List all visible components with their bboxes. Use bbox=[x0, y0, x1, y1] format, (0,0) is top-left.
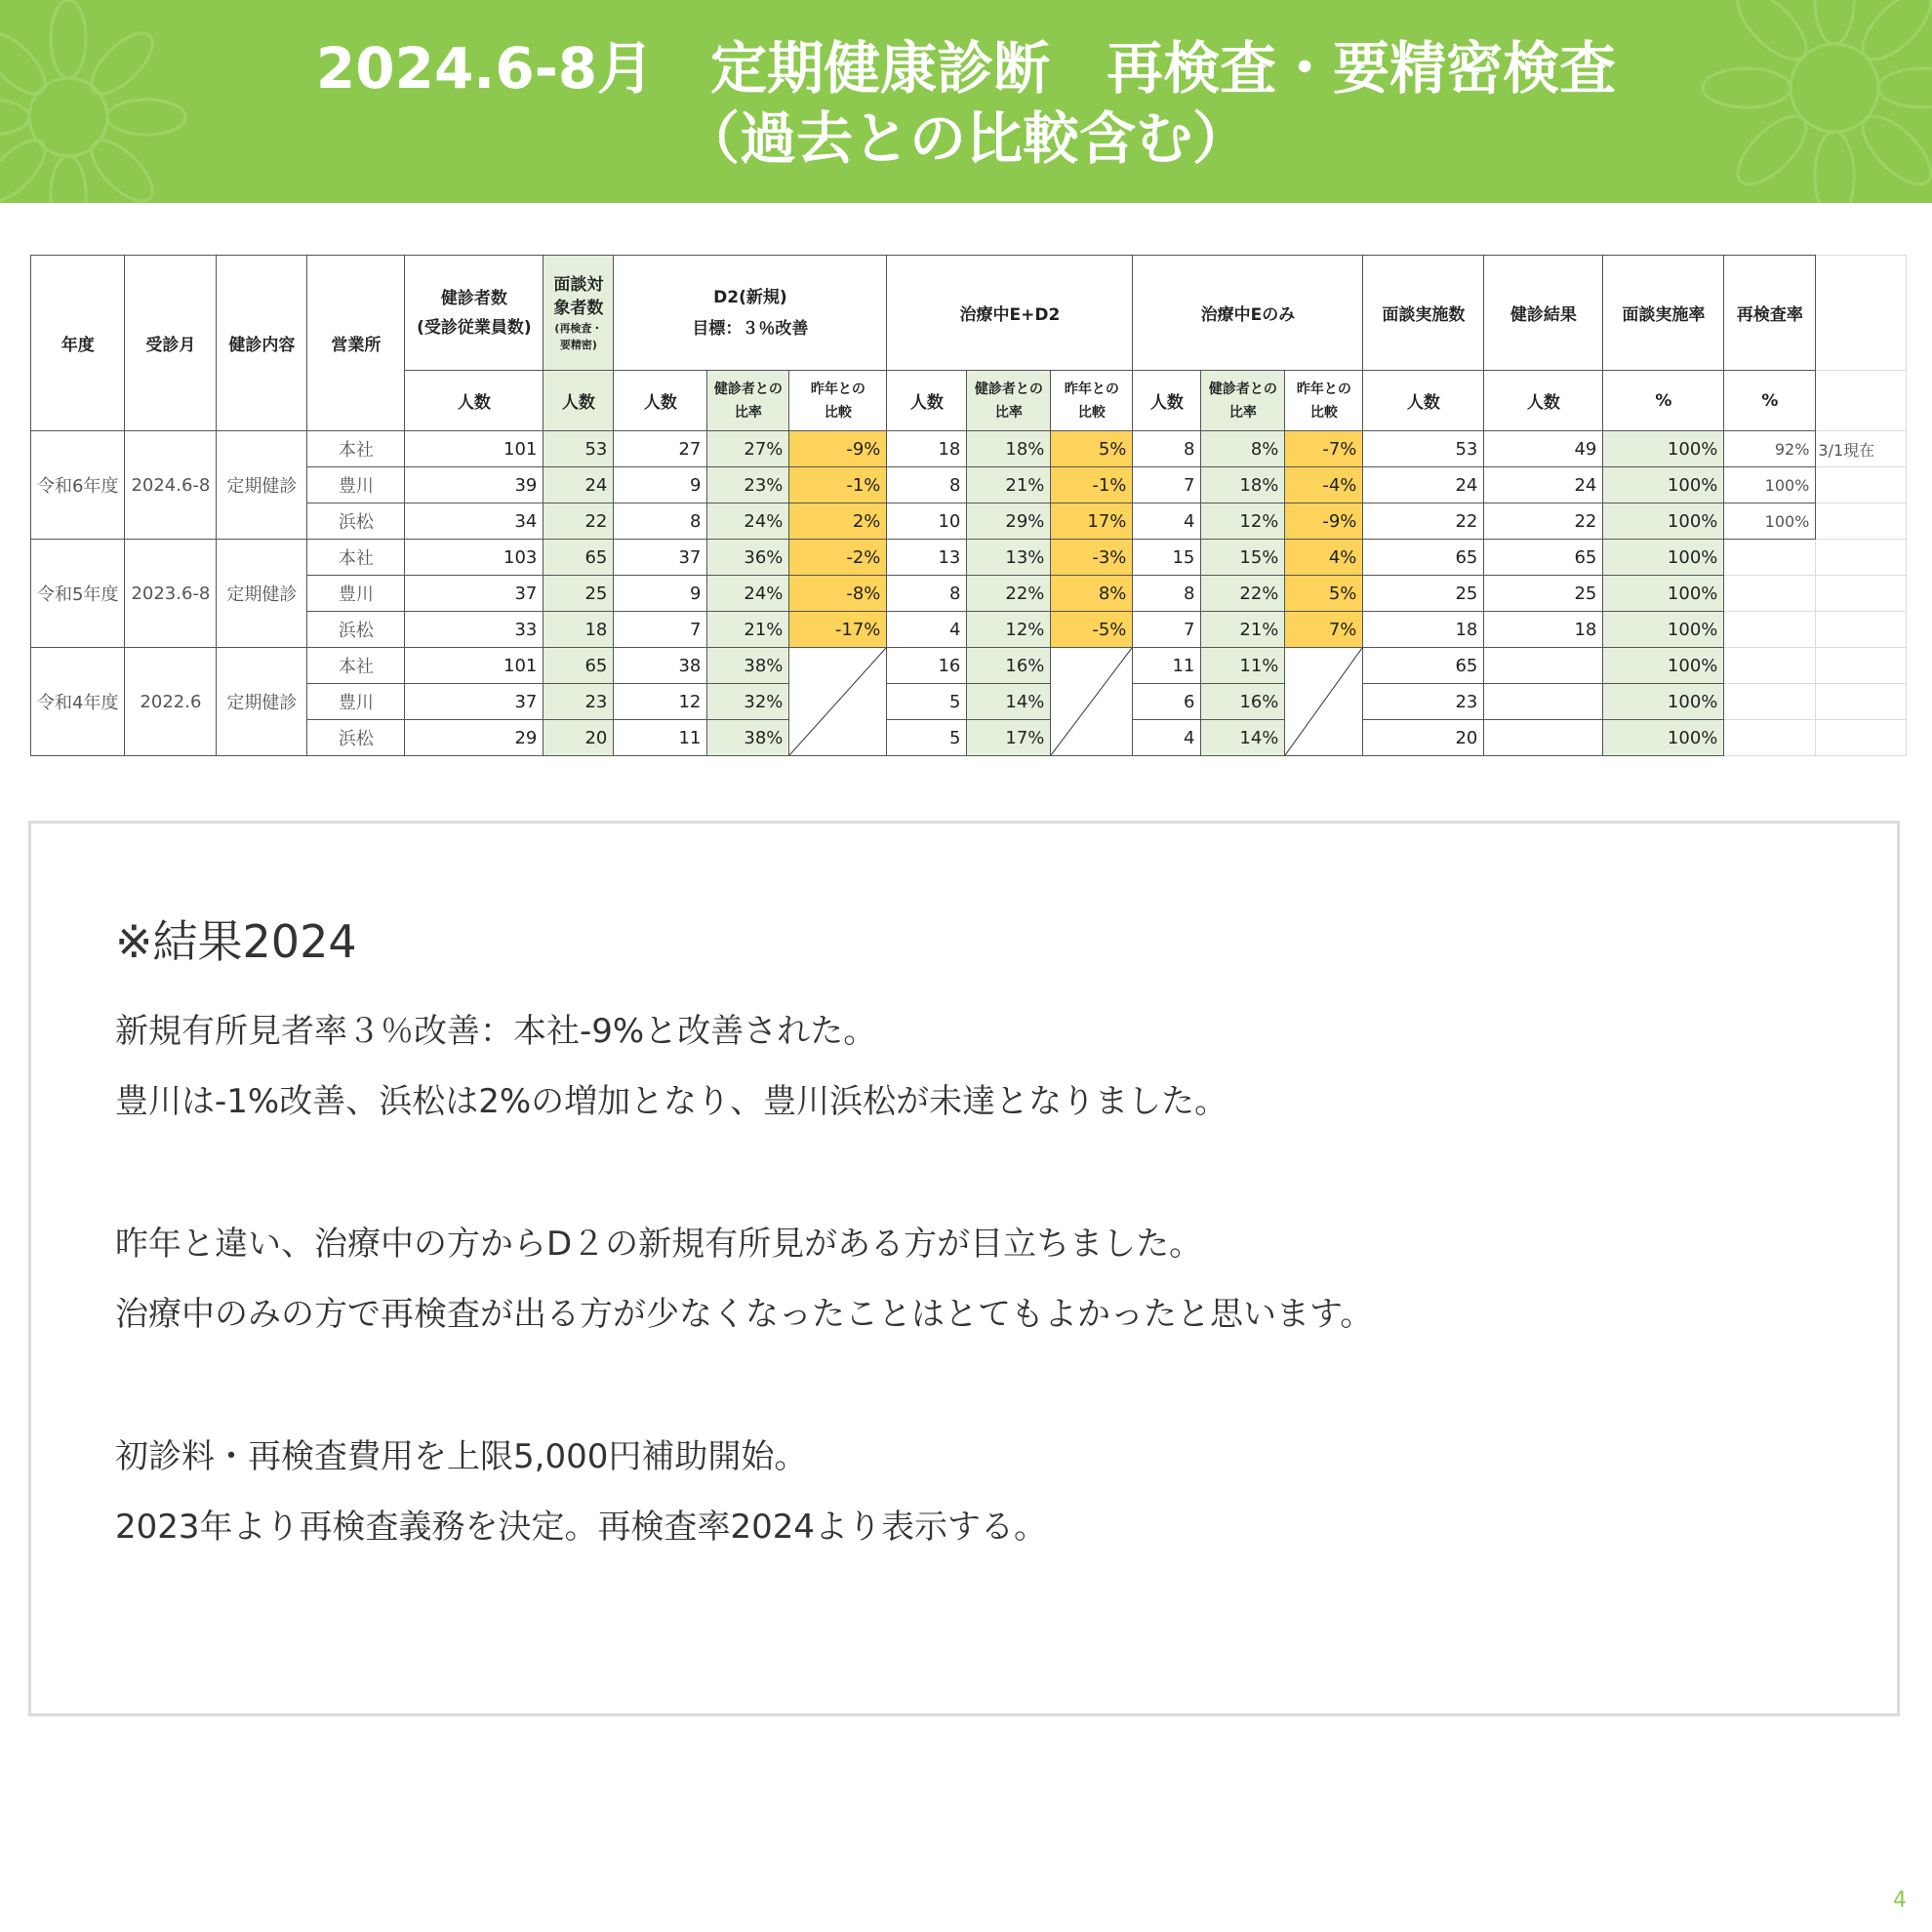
ed2-cell: 8 bbox=[887, 576, 967, 612]
table-row bbox=[31, 720, 1907, 756]
office-cell: 浜松 bbox=[307, 720, 405, 756]
examinees-cell: 34 bbox=[405, 503, 543, 540]
d2-yoy-cell: 2% bbox=[789, 503, 887, 540]
result-cell: 49 bbox=[1484, 431, 1603, 467]
interview-rate-cell: 100% bbox=[1603, 648, 1724, 684]
content-cell: 定期健診 bbox=[217, 540, 307, 648]
d2-cell: 8 bbox=[614, 503, 707, 540]
extra-note-cell bbox=[1816, 576, 1907, 612]
d2-yoy-cell: -17% bbox=[789, 612, 887, 648]
d2-ratio-cell: 32% bbox=[707, 684, 789, 720]
header-year: 年度 bbox=[31, 256, 125, 431]
e-cell: 4 bbox=[1133, 720, 1201, 756]
target-cell: 18 bbox=[543, 612, 614, 648]
e-cell: 8 bbox=[1133, 431, 1201, 467]
d2-yoy-cell: -1% bbox=[789, 467, 887, 503]
note-line: 豊川は-1%改善、浜松は2%の増加となり、豊川浜松が未達となりました。 bbox=[115, 1082, 1228, 1121]
e-cell: 15 bbox=[1133, 540, 1201, 576]
d2-yoy-cell: -2% bbox=[789, 540, 887, 576]
e-cell: 8 bbox=[1133, 576, 1201, 612]
d2-cell: 12 bbox=[614, 684, 707, 720]
sub-ratio: 健診者との 比率 bbox=[707, 371, 789, 431]
header-interview-target bbox=[543, 256, 614, 371]
examinees-cell: 37 bbox=[405, 576, 543, 612]
d2-ratio-cell: 23% bbox=[707, 467, 789, 503]
result-cell: 22 bbox=[1484, 503, 1603, 540]
examinees-cell: 33 bbox=[405, 612, 543, 648]
target-cell: 65 bbox=[543, 540, 614, 576]
d2-cell: 27 bbox=[614, 431, 707, 467]
d2-ratio-cell: 24% bbox=[707, 576, 789, 612]
ed2-cell: 10 bbox=[887, 503, 967, 540]
header-interviews-done: 面談実施数 bbox=[1363, 256, 1484, 371]
note-title: ※結果2024 bbox=[115, 915, 357, 968]
office-cell: 浜松 bbox=[307, 503, 405, 540]
recheck-rate-cell bbox=[1724, 612, 1816, 648]
ed2-cell: 13 bbox=[887, 540, 967, 576]
ed2-cell: 8 bbox=[887, 467, 967, 503]
ed2-yoy-cell: -3% bbox=[1051, 540, 1133, 576]
office-cell: 本社 bbox=[307, 540, 405, 576]
ed2-ratio-cell: 13% bbox=[967, 540, 1051, 576]
ed2-ratio-cell: 21% bbox=[967, 467, 1051, 503]
e-cell: 4 bbox=[1133, 503, 1201, 540]
e-cell: 7 bbox=[1133, 467, 1201, 503]
table-row bbox=[31, 612, 1907, 648]
recheck-rate-cell bbox=[1724, 576, 1816, 612]
ed2-yoy-cell: -1% bbox=[1051, 467, 1133, 503]
recheck-rate-cell bbox=[1724, 720, 1816, 756]
result-cell: 65 bbox=[1484, 540, 1603, 576]
office-cell: 豊川 bbox=[307, 576, 405, 612]
e-yoy-cell: 4% bbox=[1285, 540, 1363, 576]
d2-yoy-cell: -9% bbox=[789, 431, 887, 467]
ed2-ratio-cell: 22% bbox=[967, 576, 1051, 612]
content-cell: 定期健診 bbox=[217, 431, 307, 540]
note-line: 昨年と違い、治療中の方からD２の新規有所見がある方が目立ちました。 bbox=[115, 1225, 1203, 1264]
recheck-rate-cell: 100% bbox=[1724, 467, 1816, 503]
table-row bbox=[31, 467, 1907, 503]
d2-cell: 9 bbox=[614, 576, 707, 612]
result-cell: 24 bbox=[1484, 467, 1603, 503]
interview-rate-cell: 100% bbox=[1603, 540, 1724, 576]
d2-ratio-cell: 24% bbox=[707, 503, 789, 540]
extra-note-cell bbox=[1816, 612, 1907, 648]
interviews-cell: 25 bbox=[1363, 576, 1484, 612]
extra-note-cell: 3/1現在 bbox=[1816, 431, 1907, 467]
page-title: 2024.6-8月 定期健康診断 再検査・要精密検査 （過去との比較含む） bbox=[315, 35, 1617, 172]
interview-rate-cell: 100% bbox=[1603, 684, 1724, 720]
interviews-cell: 18 bbox=[1363, 612, 1484, 648]
sub-ratio: 健診者との 比率 bbox=[967, 371, 1051, 431]
e-ratio-cell: 12% bbox=[1201, 503, 1285, 540]
target-cell: 20 bbox=[543, 720, 614, 756]
d2-yoy-cell: -8% bbox=[789, 576, 887, 612]
extra-note-cell bbox=[1816, 720, 1907, 756]
e-ratio-cell: 8% bbox=[1201, 431, 1285, 467]
health-check-table bbox=[30, 255, 1907, 756]
interview-rate-cell: 100% bbox=[1603, 467, 1724, 503]
target-cell: 53 bbox=[543, 431, 614, 467]
ed2-ratio-cell: 29% bbox=[967, 503, 1051, 540]
month-cell: 2024.6-8 bbox=[125, 431, 217, 540]
interview-rate-cell: 100% bbox=[1603, 720, 1724, 756]
blank-cell bbox=[1816, 256, 1907, 371]
content-cell: 定期健診 bbox=[217, 648, 307, 756]
header-recheck-rate: 再検査率 bbox=[1724, 256, 1816, 371]
not-applicable-cell bbox=[1051, 648, 1133, 756]
month-cell: 2022.6 bbox=[125, 648, 217, 756]
note-line: 2023年より再検査義務を決定。再検査率2024より表示する。 bbox=[115, 1508, 1048, 1547]
sub-yoy: 昨年との 比較 bbox=[789, 371, 887, 431]
ed2-cell: 5 bbox=[887, 720, 967, 756]
blank-cell bbox=[1816, 371, 1907, 431]
e-yoy-cell: -4% bbox=[1285, 467, 1363, 503]
e-ratio-cell: 16% bbox=[1201, 684, 1285, 720]
sub-people: 人数 bbox=[1133, 371, 1201, 431]
sub-people: 人数 bbox=[405, 371, 543, 431]
e-cell: 6 bbox=[1133, 684, 1201, 720]
results-note-box bbox=[28, 821, 1900, 1716]
e-ratio-cell: 15% bbox=[1201, 540, 1285, 576]
header-result: 健診結果 bbox=[1484, 256, 1603, 371]
result-cell: 25 bbox=[1484, 576, 1603, 612]
recheck-rate-cell bbox=[1724, 684, 1816, 720]
not-applicable-cell bbox=[1285, 648, 1363, 756]
table-row bbox=[31, 431, 1907, 467]
table-row bbox=[31, 503, 1907, 540]
result-cell: 18 bbox=[1484, 612, 1603, 648]
ed2-cell: 5 bbox=[887, 684, 967, 720]
header-d2: D2(新規) 目標：３％改善 bbox=[614, 256, 887, 371]
result-cell bbox=[1484, 720, 1603, 756]
table-row bbox=[31, 648, 1907, 684]
ed2-ratio-cell: 17% bbox=[967, 720, 1051, 756]
extra-note-cell bbox=[1816, 648, 1907, 684]
year-cell: 令和5年度 bbox=[31, 540, 125, 648]
e-cell: 7 bbox=[1133, 612, 1201, 648]
recheck-rate-cell bbox=[1724, 648, 1816, 684]
e-cell: 11 bbox=[1133, 648, 1201, 684]
office-cell: 豊川 bbox=[307, 684, 405, 720]
e-ratio-cell: 11% bbox=[1201, 648, 1285, 684]
ed2-ratio-cell: 12% bbox=[967, 612, 1051, 648]
e-yoy-cell: 7% bbox=[1285, 612, 1363, 648]
d2-ratio-cell: 36% bbox=[707, 540, 789, 576]
header-interview-target-note: (再検査・ 要精密) bbox=[554, 321, 603, 351]
office-cell: 豊川 bbox=[307, 467, 405, 503]
d2-cell: 11 bbox=[614, 720, 707, 756]
diagonal-line bbox=[1285, 648, 1362, 755]
d2-cell: 37 bbox=[614, 540, 707, 576]
recheck-rate-cell bbox=[1724, 540, 1816, 576]
examinees-cell: 29 bbox=[405, 720, 543, 756]
interviews-cell: 20 bbox=[1363, 720, 1484, 756]
interview-rate-cell: 100% bbox=[1603, 431, 1724, 467]
office-cell: 本社 bbox=[307, 648, 405, 684]
result-cell bbox=[1484, 648, 1603, 684]
interviews-cell: 23 bbox=[1363, 684, 1484, 720]
header-content: 健診内容 bbox=[217, 256, 307, 431]
interview-rate-cell: 100% bbox=[1603, 612, 1724, 648]
d2-ratio-cell: 21% bbox=[707, 612, 789, 648]
interviews-cell: 53 bbox=[1363, 431, 1484, 467]
table-header-row bbox=[31, 256, 1907, 371]
year-cell: 令和4年度 bbox=[31, 648, 125, 756]
extra-note-cell bbox=[1816, 467, 1907, 503]
table-row bbox=[31, 540, 1907, 576]
d2-ratio-cell: 38% bbox=[707, 720, 789, 756]
not-applicable-cell bbox=[789, 648, 887, 756]
examinees-cell: 101 bbox=[405, 648, 543, 684]
e-ratio-cell: 21% bbox=[1201, 612, 1285, 648]
examinees-cell: 101 bbox=[405, 431, 543, 467]
header-interview-rate: 面談実施率 bbox=[1603, 256, 1724, 371]
diagonal-line bbox=[789, 648, 886, 755]
header-examinees: 健診者数 (受診従業員数) bbox=[405, 256, 543, 371]
note-line: 初診料・再検査費用を上限5,000円補助開始。 bbox=[115, 1437, 808, 1476]
target-cell: 22 bbox=[543, 503, 614, 540]
ed2-yoy-cell: -5% bbox=[1051, 612, 1133, 648]
office-cell: 本社 bbox=[307, 431, 405, 467]
diagonal-line bbox=[1051, 648, 1132, 755]
target-cell: 25 bbox=[543, 576, 614, 612]
examinees-cell: 37 bbox=[405, 684, 543, 720]
year-cell: 令和6年度 bbox=[31, 431, 125, 540]
result-cell bbox=[1484, 684, 1603, 720]
d2-ratio-cell: 27% bbox=[707, 431, 789, 467]
examinees-cell: 39 bbox=[405, 467, 543, 503]
ed2-yoy-cell: 5% bbox=[1051, 431, 1133, 467]
examinees-cell: 103 bbox=[405, 540, 543, 576]
page-number: 4 bbox=[1893, 1888, 1907, 1912]
e-yoy-cell: -7% bbox=[1285, 431, 1363, 467]
target-cell: 24 bbox=[543, 467, 614, 503]
interviews-cell: 24 bbox=[1363, 467, 1484, 503]
sub-people: 人数 bbox=[887, 371, 967, 431]
sub-people: 人数 bbox=[1363, 371, 1484, 431]
note-line: 治療中のみの方で再検査が出る方が少なくなったことはとてもよかったと思います。 bbox=[115, 1295, 1374, 1334]
note-line: 新規有所見者率３％改善：本社-9%と改善された。 bbox=[115, 1012, 877, 1051]
interviews-cell: 65 bbox=[1363, 540, 1484, 576]
sub-yoy: 昨年との 比較 bbox=[1285, 371, 1363, 431]
title-banner bbox=[0, 0, 1932, 203]
interview-rate-cell: 100% bbox=[1603, 503, 1724, 540]
header-treat-e-only: 治療中Eのみ bbox=[1133, 256, 1363, 371]
interviews-cell: 22 bbox=[1363, 503, 1484, 540]
sub-ratio: 健診者との 比率 bbox=[1201, 371, 1285, 431]
target-cell: 65 bbox=[543, 648, 614, 684]
ed2-yoy-cell: 17% bbox=[1051, 503, 1133, 540]
sub-yoy: 昨年との 比較 bbox=[1051, 371, 1133, 431]
d2-ratio-cell: 38% bbox=[707, 648, 789, 684]
sub-people: 人数 bbox=[614, 371, 707, 431]
sub-pct: % bbox=[1724, 371, 1816, 431]
d2-cell: 9 bbox=[614, 467, 707, 503]
d2-cell: 38 bbox=[614, 648, 707, 684]
health-check-table-wrap bbox=[30, 255, 1907, 756]
header-interview-target-label: 面談対 象者数 bbox=[553, 274, 604, 318]
e-yoy-cell: -9% bbox=[1285, 503, 1363, 540]
target-cell: 23 bbox=[543, 684, 614, 720]
header-month: 受診月 bbox=[125, 256, 217, 431]
sub-people: 人数 bbox=[1484, 371, 1603, 431]
office-cell: 浜松 bbox=[307, 612, 405, 648]
ed2-cell: 16 bbox=[887, 648, 967, 684]
ed2-yoy-cell: 8% bbox=[1051, 576, 1133, 612]
e-ratio-cell: 14% bbox=[1201, 720, 1285, 756]
recheck-rate-cell: 92% bbox=[1724, 431, 1816, 467]
month-cell: 2023.6-8 bbox=[125, 540, 217, 648]
table-row bbox=[31, 684, 1907, 720]
header-treat-e-d2: 治療中E+D2 bbox=[887, 256, 1133, 371]
recheck-rate-cell: 100% bbox=[1724, 503, 1816, 540]
sub-pct: % bbox=[1603, 371, 1724, 431]
header-office: 営業所 bbox=[307, 256, 405, 431]
ed2-ratio-cell: 14% bbox=[967, 684, 1051, 720]
d2-cell: 7 bbox=[614, 612, 707, 648]
table-row bbox=[31, 576, 1907, 612]
interview-rate-cell: 100% bbox=[1603, 576, 1724, 612]
ed2-cell: 4 bbox=[887, 612, 967, 648]
e-ratio-cell: 18% bbox=[1201, 467, 1285, 503]
e-ratio-cell: 22% bbox=[1201, 576, 1285, 612]
extra-note-cell bbox=[1816, 684, 1907, 720]
ed2-ratio-cell: 16% bbox=[967, 648, 1051, 684]
interviews-cell: 65 bbox=[1363, 648, 1484, 684]
ed2-cell: 18 bbox=[887, 431, 967, 467]
e-yoy-cell: 5% bbox=[1285, 576, 1363, 612]
extra-note-cell bbox=[1816, 503, 1907, 540]
ed2-ratio-cell: 18% bbox=[967, 431, 1051, 467]
sub-people: 人数 bbox=[543, 371, 614, 431]
extra-note-cell bbox=[1816, 540, 1907, 576]
